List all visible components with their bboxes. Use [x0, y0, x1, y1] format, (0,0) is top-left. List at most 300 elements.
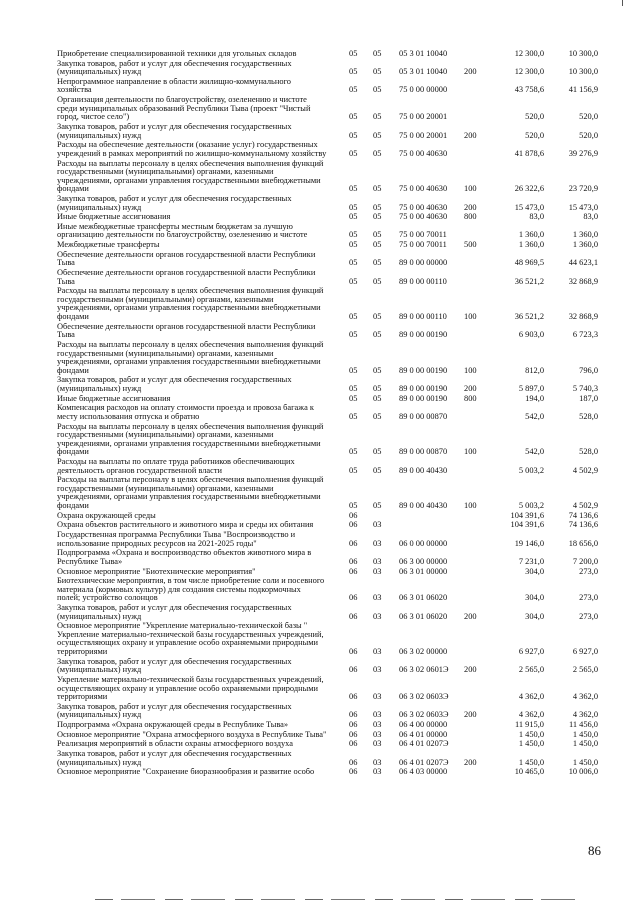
- description-line: Закупка товаров, работ и услуг для обеспечения государственных: [57, 750, 292, 758]
- description-line: Расходы на выплаты персоналу в целях обеспечения выполнения функций: [57, 422, 324, 431]
- target-article-code: 75 0 00 70011: [399, 240, 447, 250]
- amount-year-2: 4 362,0: [572, 692, 598, 702]
- amount-year-1: 1 450,0: [518, 729, 544, 739]
- amount-year-2: 4 362,0: [572, 710, 598, 720]
- description-line: (муниципальных) нужд: [57, 666, 142, 675]
- target-article-code: 06 3 01 06020: [399, 593, 448, 603]
- section-code: 06: [349, 739, 358, 749]
- target-article-code: 06 3 02 0603Э: [399, 710, 449, 720]
- description-line: (муниципальных) нужд: [57, 711, 142, 720]
- amount-year-2: 32 868,9: [568, 276, 598, 286]
- description-line: (муниципальных) нужд: [57, 131, 142, 140]
- amount-year-1: 36 521,2: [514, 276, 544, 286]
- target-article-code: 75 0 00 00000: [399, 85, 448, 95]
- row-description: [57, 123, 347, 140]
- section-code: 06: [349, 665, 358, 675]
- expense-type-code: 200: [464, 130, 477, 140]
- target-article-code: 05 3 01 10040: [399, 49, 448, 58]
- amount-year-2: 796,0: [579, 365, 598, 375]
- amount-year-1: 1 450,0: [518, 739, 544, 749]
- description-line: организацию деятельности по благоустройству, озеленению и чистоте: [57, 231, 308, 240]
- description-line: Закупка товаров, работ и услуг для обеспечения государственных: [57, 657, 292, 666]
- target-article-code: 06 4 01 0207Э: [399, 757, 449, 767]
- amount-year-1: 7 231,0: [518, 556, 544, 566]
- amount-year-2: 528,0: [579, 411, 598, 421]
- description-line: учреждениями, органами управления государственными внебюджетными: [57, 304, 321, 313]
- description-line: фондами: [57, 448, 89, 457]
- row-description: [57, 195, 347, 212]
- subsection-code: 03: [373, 520, 382, 530]
- amount-year-1: 104 391,6: [510, 510, 544, 520]
- amount-year-1: 43 758,6: [514, 85, 544, 95]
- row-description: [57, 731, 347, 740]
- target-article-code: 89 0 00 00110: [399, 312, 447, 322]
- row-description: [57, 604, 347, 621]
- subsection-code: 05: [373, 383, 382, 393]
- section-code: 05: [349, 365, 358, 375]
- amount-year-2: 6 723,3: [572, 330, 598, 340]
- target-article-code: 89 0 00 40430: [399, 465, 448, 475]
- amount-year-1: 5 003,2: [518, 465, 544, 475]
- section-code: 06: [349, 510, 358, 520]
- target-article-code: 89 0 00 00870: [399, 447, 448, 457]
- amount-year-2: 6 927,0: [572, 647, 598, 657]
- amount-year-2: 520,0: [579, 130, 598, 140]
- description-line: Республике Тыва»: [57, 557, 123, 566]
- subsection-code: 03: [373, 593, 382, 603]
- row-description: [57, 658, 347, 675]
- section-code: 05: [349, 465, 358, 475]
- amount-year-2: 74 136,6: [568, 510, 598, 520]
- description-line: город, чистое село"): [57, 113, 130, 122]
- row-description: [57, 60, 347, 77]
- description-line: государственными (муниципальными) органами, казенными: [57, 349, 274, 358]
- description-line: Основное мероприятие "Укрепление материально-технической базы ": [57, 622, 308, 631]
- section-code: 05: [349, 393, 358, 403]
- description-line: Закупка товаров, работ и услуг для обеспечения государственных: [57, 194, 292, 203]
- subsection-code: 05: [373, 411, 382, 421]
- target-article-code: 06 3 02 0603Э: [399, 692, 449, 702]
- section-code: 05: [349, 447, 358, 457]
- description-line: Непрограммное направление в области жилищно-коммунального: [57, 77, 291, 86]
- description-line: Закупка товаров, работ и услуг для обеспечения государственных: [57, 123, 292, 131]
- description-line: учреждений в рамках мероприятий по жилищно-коммунальному хозяйству: [57, 149, 327, 158]
- target-article-code: 06 3 02 0601Э: [399, 665, 449, 675]
- section-code: 05: [349, 258, 358, 268]
- description-line: Обеспечение деятельности органов государственной власти Республики: [57, 250, 316, 259]
- row-description: [57, 703, 347, 720]
- scan-mark: [622, 0, 623, 6]
- target-article-code: 75 0 00 40630: [399, 212, 448, 222]
- description-line: использование природных ресурсов на 2021-2025 годы": [57, 539, 257, 548]
- row-description: [57, 160, 347, 194]
- target-article-code: 89 0 00 00870: [399, 411, 448, 421]
- amount-year-2: 74 136,6: [568, 520, 598, 530]
- description-line: Укрепление материально-технической базы государственных учреждений,: [57, 675, 324, 684]
- amount-year-1: 10 465,0: [514, 767, 544, 777]
- section-code: 05: [349, 49, 358, 58]
- expense-type-code: 800: [464, 212, 477, 222]
- subsection-code: 05: [373, 447, 382, 457]
- subsection-code: 05: [373, 148, 382, 158]
- section-code: 06: [349, 556, 358, 566]
- row-description: [57, 676, 347, 702]
- row-description: [57, 568, 347, 577]
- amount-year-1: 6 927,0: [518, 647, 544, 657]
- target-article-code: 89 0 00 00190: [399, 365, 448, 375]
- amount-year-2: 10 300,0: [568, 49, 598, 58]
- amount-year-1: 4 362,0: [518, 710, 544, 720]
- expense-type-code: 100: [464, 501, 477, 511]
- description-line: Расходы на выплаты персоналу в целях обеспечения выполнения функций: [57, 287, 324, 296]
- target-article-code: 75 0 00 20001: [399, 130, 448, 140]
- expense-type-code: 200: [464, 202, 477, 212]
- amount-year-1: 6 903,0: [518, 330, 544, 340]
- description-line: Реализация мероприятий в области охраны атмосферного воздуха: [57, 740, 293, 749]
- target-article-code: 06 4 00 00000: [399, 720, 448, 730]
- target-article-code: 89 0 00 00000: [399, 258, 448, 268]
- amount-year-1: 48 969,5: [514, 258, 544, 268]
- description-line: месту использования отпуска и обратно: [57, 412, 200, 421]
- expense-type-code: 200: [464, 757, 477, 767]
- amount-year-1: 41 878,6: [514, 148, 544, 158]
- row-description: [57, 213, 347, 222]
- description-line: хозяйства: [57, 86, 92, 95]
- amount-year-1: 520,0: [525, 112, 544, 122]
- section-code: 05: [349, 411, 358, 421]
- subsection-code: 05: [373, 465, 382, 475]
- target-article-code: 06 3 01 00000: [399, 566, 448, 576]
- description-line: Расходы на выплаты персоналу в целях обеспечения выполнения функций: [57, 476, 324, 485]
- subsection-code: 05: [373, 212, 382, 222]
- subsection-code: 03: [373, 692, 382, 702]
- row-description: [57, 721, 347, 730]
- description-line: территориями: [57, 648, 108, 657]
- expense-type-code: 100: [464, 184, 477, 194]
- row-description: [57, 423, 347, 457]
- amount-year-2: 1 360,0: [572, 240, 598, 250]
- amount-year-1: 2 565,0: [518, 665, 544, 675]
- description-line: (муниципальных) нужд: [57, 68, 142, 77]
- description-line: Закупка товаров, работ и услуг для обеспечения государственных: [57, 59, 292, 68]
- target-article-code: 75 0 00 40630: [399, 202, 448, 212]
- row-description: [57, 512, 347, 521]
- description-line: государственными (муниципальными) органами, казенными: [57, 431, 274, 440]
- amount-year-2: 4 502,9: [572, 501, 598, 511]
- section-code: 06: [349, 757, 358, 767]
- amount-year-1: 104 391,6: [510, 520, 544, 530]
- row-description: [57, 341, 347, 375]
- description-line: фондами: [57, 313, 89, 322]
- amount-year-2: 18 656,0: [568, 538, 598, 548]
- description-line: Подпрограмма «Охрана окружающей среды в Республике Тыва»: [57, 721, 289, 730]
- section-code: 05: [349, 184, 358, 194]
- amount-year-1: 12 300,0: [514, 49, 544, 58]
- description-line: (муниципальных) нужд: [57, 758, 142, 767]
- section-code: 05: [349, 202, 358, 212]
- section-code: 05: [349, 148, 358, 158]
- amount-year-2: 1 450,0: [572, 757, 598, 767]
- target-article-code: 06 0 00 00000: [399, 538, 448, 548]
- amount-year-2: 83,0: [583, 212, 598, 222]
- row-description: [57, 395, 347, 404]
- amount-year-2: 10 006,0: [568, 767, 598, 777]
- description-line: Основное мероприятие "Биотехнические мероприятия": [57, 567, 256, 576]
- description-line: Компенсация расходов на оплату стоимости проезда и провоза багажа к: [57, 404, 314, 413]
- subsection-code: 05: [373, 330, 382, 340]
- amount-year-2: 4 502,9: [572, 465, 598, 475]
- row-description: [57, 376, 347, 393]
- target-article-code: 89 0 00 40430: [399, 501, 448, 511]
- row-description: [57, 404, 347, 421]
- subsection-code: 05: [373, 258, 382, 268]
- subsection-code: 05: [373, 312, 382, 322]
- amount-year-2: 23 720,9: [568, 184, 598, 194]
- description-line: деятельность органов государственной власти: [57, 466, 223, 475]
- description-line: (муниципальных) нужд: [57, 384, 142, 393]
- subsection-code: 03: [373, 611, 382, 621]
- row-description: [57, 96, 347, 122]
- amount-year-1: 304,0: [525, 566, 544, 576]
- description-line: учреждениями, органами управления государственными внебюджетными: [57, 358, 321, 367]
- amount-year-2: 273,0: [579, 593, 598, 603]
- row-description: [57, 50, 347, 59]
- section-code: 05: [349, 276, 358, 286]
- target-article-code: 06 3 01 06020: [399, 611, 448, 621]
- section-code: 06: [349, 767, 358, 777]
- subsection-code: 05: [373, 49, 382, 58]
- description-line: осуществляющих охрану и управление особо охраняемыми природными: [57, 684, 318, 693]
- amount-year-1: 1 360,0: [518, 230, 544, 240]
- description-line: Основное мероприятие "Охрана атмосферного воздуха в Республике Тыва": [57, 730, 327, 739]
- description-line: Иные бюджетные ассигнования: [57, 394, 171, 403]
- subsection-code: 05: [373, 365, 382, 375]
- section-code: 05: [349, 212, 358, 222]
- expense-type-code: 200: [464, 710, 477, 720]
- row-description: [57, 768, 347, 777]
- description-line: фондами: [57, 366, 89, 375]
- description-line: материала (кормовых культур) для создания системы подкормочных: [57, 585, 301, 594]
- description-line: государственными (муниципальными) органами, казенными: [57, 295, 274, 304]
- amount-year-2: 7 200,0: [572, 556, 598, 566]
- section-code: 05: [349, 383, 358, 393]
- row-description: [57, 577, 347, 603]
- subsection-code: 05: [373, 85, 382, 95]
- amount-year-1: 542,0: [525, 447, 544, 457]
- description-line: Закупка товаров, работ и услуг для обеспечения государственных: [57, 376, 292, 385]
- subsection-code: 03: [373, 556, 382, 566]
- expense-type-code: 200: [464, 383, 477, 393]
- section-code: 05: [349, 240, 358, 250]
- section-code: 06: [349, 647, 358, 657]
- subsection-code: 03: [373, 739, 382, 749]
- section-code: 05: [349, 230, 358, 240]
- amount-year-2: 11 456,0: [568, 720, 598, 730]
- subsection-code: 03: [373, 767, 382, 777]
- target-article-code: 75 0 00 40630: [399, 148, 448, 158]
- description-line: учреждениями, органами управления государственными внебюджетными: [57, 176, 321, 185]
- row-description: [57, 458, 347, 475]
- expense-type-code: 200: [464, 67, 477, 77]
- description-line: Охрана объектов растительного и животного мира и среды их обитания: [57, 521, 314, 530]
- amount-year-1: 19 146,0: [514, 538, 544, 548]
- row-description: [57, 622, 347, 656]
- expense-type-code: 100: [464, 365, 477, 375]
- description-line: Государственная программа Республики Тыва "Воспроизводство и: [57, 531, 296, 539]
- description-line: Тыва: [57, 331, 75, 340]
- section-code: 06: [349, 593, 358, 603]
- description-line: государственными (муниципальными) органами, казенными: [57, 484, 274, 493]
- description-line: (муниципальных) нужд: [57, 203, 142, 212]
- section-code: 06: [349, 729, 358, 739]
- section-code: 05: [349, 330, 358, 340]
- target-article-code: 06 4 01 00000: [399, 729, 448, 739]
- row-description: [57, 78, 347, 95]
- amount-year-2: 39 276,9: [568, 148, 598, 158]
- amount-year-1: 542,0: [525, 411, 544, 421]
- description-line: Основное мероприятие "Сохранение биоразнообразия и развитие особо: [57, 768, 315, 777]
- description-line: полей; устройство солонцов: [57, 594, 158, 603]
- amount-year-1: 304,0: [525, 611, 544, 621]
- description-line: Организация деятельности по благоустройству, озеленению и чистоте: [57, 96, 307, 105]
- description-line: государственными (муниципальными) органами, казенными: [57, 168, 274, 177]
- description-line: Закупка товаров, работ и услуг для обеспечения государственных: [57, 604, 292, 612]
- target-article-code: 06 4 01 0207Э: [399, 739, 449, 749]
- subsection-code: 05: [373, 67, 382, 77]
- amount-year-1: 1 360,0: [518, 240, 544, 250]
- description-line: Расходы на обеспечение деятельности (оказание услуг) государственных: [57, 141, 318, 150]
- scan-artifact-line: [95, 899, 585, 900]
- description-line: Расходы на выплаты по оплате труда работников обеспечивающих: [57, 458, 295, 466]
- amount-year-1: 520,0: [525, 130, 544, 140]
- amount-year-2: 273,0: [579, 611, 598, 621]
- amount-year-1: 12 300,0: [514, 67, 544, 77]
- section-code: 06: [349, 566, 358, 576]
- subsection-code: 05: [373, 393, 382, 403]
- description-line: Обеспечение деятельности органов государственной власти Республики: [57, 322, 316, 331]
- amount-year-1: 26 322,6: [514, 184, 544, 194]
- description-line: фондами: [57, 185, 89, 194]
- amount-year-2: 10 300,0: [568, 67, 598, 77]
- subsection-code: 05: [373, 501, 382, 511]
- subsection-code: 03: [373, 665, 382, 675]
- target-article-code: 06 4 03 00000: [399, 767, 448, 777]
- row-description: [57, 323, 347, 340]
- section-code: 05: [349, 130, 358, 140]
- expense-type-code: 500: [464, 240, 477, 250]
- row-description: [57, 223, 347, 240]
- target-article-code: 75 0 00 20001: [399, 112, 448, 122]
- subsection-code: 03: [373, 710, 382, 720]
- description-line: Обеспечение деятельности органов государственной власти Республики: [57, 269, 316, 277]
- expense-type-code: 200: [464, 611, 477, 621]
- amount-year-1: 83,0: [529, 212, 544, 222]
- amount-year-1: 4 362,0: [518, 692, 544, 702]
- amount-year-2: 44 623,1: [568, 258, 598, 268]
- section-code: 05: [349, 501, 358, 511]
- amount-year-2: 187,0: [579, 393, 598, 403]
- description-line: Иные бюджетные ассигнования: [57, 213, 171, 222]
- description-line: Приобретение специализированной техники для угольных складов: [57, 50, 297, 58]
- target-article-code: 75 0 00 70011: [399, 230, 447, 240]
- description-line: Расходы на выплаты персоналу в целях обеспечения выполнения функций: [57, 340, 324, 349]
- description-line: Укрепление материально-технической базы государственных учреждений,: [57, 630, 324, 639]
- row-description: [57, 287, 347, 321]
- amount-year-2: 15 473,0: [568, 202, 598, 212]
- description-line: фондами: [57, 502, 89, 511]
- description-line: (муниципальных) нужд: [57, 612, 142, 621]
- subsection-code: 03: [373, 729, 382, 739]
- section-code: 05: [349, 312, 358, 322]
- amount-year-2: 1 450,0: [572, 729, 598, 739]
- amount-year-1: 304,0: [525, 593, 544, 603]
- target-article-code: 06 3 02 00000: [399, 647, 448, 657]
- subsection-code: 03: [373, 647, 382, 657]
- expense-type-code: 800: [464, 393, 477, 403]
- expense-type-code: 100: [464, 312, 477, 322]
- row-description: [57, 549, 347, 566]
- description-line: Биотехнические мероприятия, в том числе приобретение соли и посевного: [57, 577, 325, 586]
- amount-year-1: 812,0: [525, 365, 544, 375]
- amount-year-2: 1 450,0: [572, 739, 598, 749]
- description-line: учреждениями, органами управления государственными внебюджетными: [57, 439, 321, 448]
- description-line: Закупка товаров, работ и услуг для обеспечения государственных: [57, 702, 292, 711]
- amount-year-1: 1 450,0: [518, 757, 544, 767]
- description-line: Межбюджетные трансферты: [57, 241, 160, 250]
- description-line: Тыва: [57, 259, 75, 268]
- section-code: 06: [349, 720, 358, 730]
- amount-year-1: 36 521,2: [514, 312, 544, 322]
- amount-year-2: 41 156,9: [568, 85, 598, 95]
- row-description: [57, 141, 347, 158]
- target-article-code: 89 0 00 00190: [399, 393, 448, 403]
- amount-year-1: 5 897,0: [518, 383, 544, 393]
- subsection-code: 03: [373, 720, 382, 730]
- target-article-code: 05 3 01 10040: [399, 67, 448, 77]
- section-code: 06: [349, 710, 358, 720]
- amount-year-2: 273,0: [579, 566, 598, 576]
- row-description: [57, 251, 347, 268]
- description-line: Подпрограмма «Охрана и воспроизводство объектов животного мира в: [57, 549, 312, 558]
- subsection-code: 05: [373, 130, 382, 140]
- description-line: Тыва: [57, 277, 75, 286]
- amount-year-2: 2 565,0: [572, 665, 598, 675]
- row-description: [57, 740, 347, 749]
- row-description: [57, 476, 347, 510]
- subsection-code: 03: [373, 757, 382, 767]
- amount-year-2: 520,0: [579, 112, 598, 122]
- section-code: 06: [349, 692, 358, 702]
- section-code: 05: [349, 85, 358, 95]
- page-number: 86: [588, 843, 601, 858]
- description-line: территориями: [57, 693, 108, 702]
- target-article-code: 06 3 00 00000: [399, 556, 448, 566]
- section-code: 06: [349, 520, 358, 530]
- amount-year-2: 528,0: [579, 447, 598, 457]
- subsection-code: 05: [373, 184, 382, 194]
- subsection-code: 05: [373, 240, 382, 250]
- target-article-code: 89 0 00 00110: [399, 276, 447, 286]
- expense-type-code: 100: [464, 447, 477, 457]
- amount-year-2: 5 740,3: [572, 383, 598, 393]
- description-line: среди муниципальных образований Республики Тыва (проект "Чистый: [57, 104, 311, 113]
- section-code: 05: [349, 112, 358, 122]
- row-description: [57, 531, 347, 548]
- subsection-code: 03: [373, 566, 382, 576]
- section-code: 06: [349, 611, 358, 621]
- description-line: Расходы на выплаты персоналу в целях обеспечения выполнения функций: [57, 159, 324, 168]
- description-line: Охрана окружающей среды: [57, 511, 156, 520]
